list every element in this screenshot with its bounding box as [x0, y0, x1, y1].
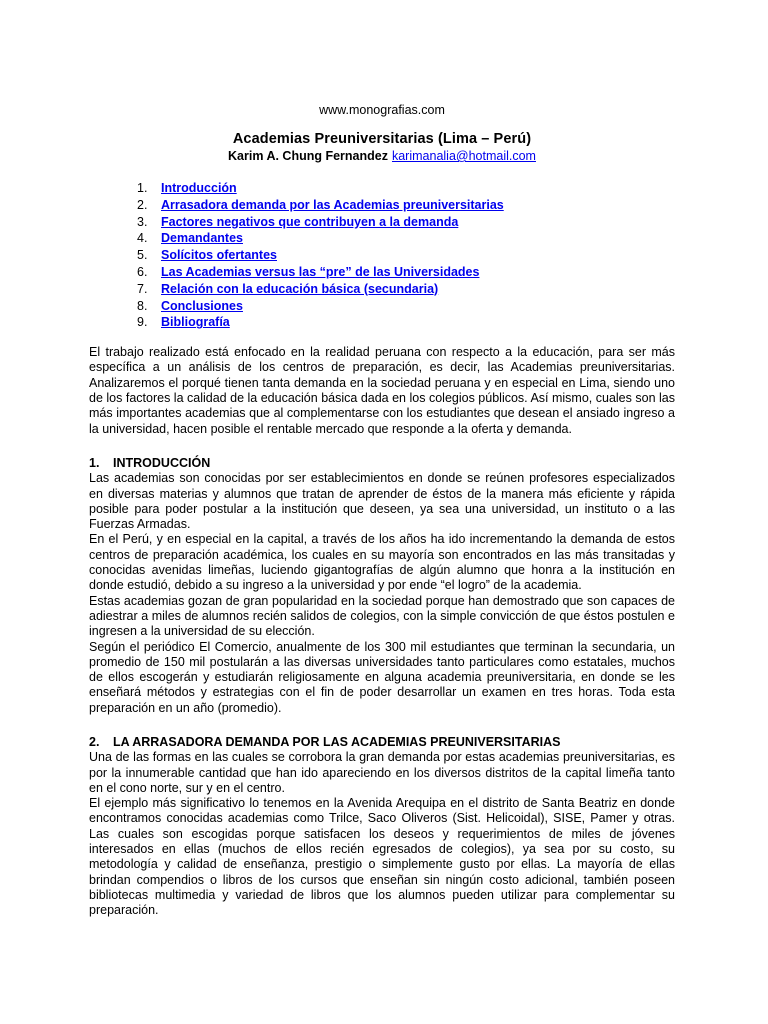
- toc-item: [89, 180, 675, 197]
- toc-number: 6.: [137, 264, 148, 279]
- author-name: Karim A. Chung Fernandez: [228, 149, 388, 163]
- toc-link-academias-versus-pre[interactable]: Las Academias versus las “pre” de las Universidades: [161, 264, 480, 279]
- table-of-contents: [89, 180, 675, 331]
- toc-link-relacion-educacion-basica[interactable]: Relación con la educación básica (secundaria): [161, 281, 439, 296]
- toc-item: [89, 298, 675, 315]
- intro-paragraph: El trabajo realizado está enfocado en la realidad peruana con respecto a la educación, para ser más específica a un análisis de los centros de preparación, es decir, las Academias preuniversitarias. Analizaremos el porqué tienen tanta demanda en la sociedad peruana y en especial en Lima, siendo uno de los factores la calidad de la educación básica dada en los colegios públicos. Así mismo, cuales son las más importantes academias que al complementarse con los estudiantes que desean el ansiado ingreso a la universidad, hacen posible el rentable mercado que responde a la oferta y demanda.: [89, 345, 675, 436]
- toc-link-arrasadora-demanda[interactable]: Arrasadora demanda por las Academias preuniversitarias: [161, 197, 504, 212]
- document-title: Academias Preuniversitarias (Lima – Perú): [232, 131, 532, 147]
- toc-item: [89, 314, 675, 331]
- toc-link-solicitos-ofertantes[interactable]: Solícitos ofertantes: [161, 248, 277, 263]
- toc-link-factores-negativos[interactable]: Factores negativos que contribuyen a la demanda: [161, 214, 459, 229]
- toc-link-conclusiones[interactable]: Conclusiones: [161, 298, 243, 313]
- toc-link-demandantes[interactable]: Demandantes: [161, 231, 243, 246]
- toc-number: 9.: [137, 315, 148, 330]
- author-line: [89, 149, 675, 164]
- toc-number: 1.: [137, 181, 148, 195]
- section-title: INTRODUCCIÓN: [113, 455, 211, 470]
- toc-item: [89, 264, 675, 281]
- body-paragraph: Estas academias gozan de gran popularidad en la sociedad porque han demostrado que son capaces de adiestrar a miles de alumnos recién salidos de colegios, con la simple convicción de que éstos postulen e ingresen a la universidad de su elección.: [89, 593, 675, 639]
- toc-item: [89, 230, 675, 247]
- toc-number: 8.: [137, 298, 148, 313]
- body-paragraph: Una de las formas en las cuales se corrobora la gran demanda por estas academias preuniversitarias, es por la innumerable cantidad que han ido apareciendo en los diversos distritos de la capital limeña tanto en el cono norte, sur y en el centro.: [89, 750, 675, 795]
- section-heading-arrasadora-demanda: [89, 735, 675, 750]
- body-paragraph: Las academias son conocidas por ser establecimientos en donde se reúnen profesores especializados en diversas materias y alumnos que tratan de aprender de éstos de la manera más eficiente y rápida posible para poder postular a la institución que deseen, ya sea una universidad, un instituto o a las Fuerzas Armadas.: [89, 471, 675, 532]
- section-heading-introduccion: [89, 456, 675, 471]
- section-number: 1.: [89, 455, 100, 470]
- toc-item: [89, 247, 675, 264]
- toc-item: [89, 281, 675, 298]
- body-paragraph: En el Perú, y en especial en la capital, a través de los años ha ido incrementando la demanda de estos centros de preparación académica, los cuales en su mayoría son encontrados en las más transitadas y conocidas avenidas limeñas, luciendo gigantografías de algún alumno que honra a la institución en donde estudió, debido a su ingreso a la universidad y por ende “el logro” de la academia.: [89, 532, 675, 593]
- toc-item: [89, 197, 675, 214]
- toc-number: 2.: [137, 197, 148, 212]
- author-email-link[interactable]: karimanalia@hotmail.com: [391, 149, 536, 163]
- document-page: [89, 103, 675, 919]
- section-number: 2.: [89, 735, 100, 749]
- toc-number: 7.: [137, 281, 148, 296]
- toc-number: 4.: [137, 231, 148, 246]
- site-url: www.monografias.com: [319, 103, 445, 117]
- toc-number: 5.: [137, 248, 148, 263]
- toc-link-bibliografia[interactable]: Bibliografía: [161, 315, 230, 330]
- section-title: LA ARRASADORA DEMANDA POR LAS ACADEMIAS PREUNIVERSITARIAS: [113, 735, 561, 749]
- toc-number: 3.: [137, 214, 148, 229]
- toc-item: [89, 214, 675, 231]
- toc-link-introduccion[interactable]: Introducción: [161, 181, 237, 195]
- body-paragraph: El ejemplo más significativo lo tenemos en la Avenida Arequipa en el distrito de Santa Beatriz en donde encontramos conocidas academias como Trilce, Saco Oliveros (Sist. Helicoidal), SISE, Pamer y otras. Las cuales son escogidas porque satisfacen los deseos y requerimientos de miles de jóvenes interesados en ellas (muchos de ellos recién egresados de colegios), ya sea por su costo, su metodología y calidad de enseñanza, prestigio o simplemente gusto por ellas. La mayoría de ellas brindan compendios o libros de los cursos que enseñan sin ningún costo adicional, también poseen bibliotecas multimedia y variedad de libros que los alumnos pueden utilizar para complementar su preparación.: [89, 796, 675, 918]
- body-paragraph: Según el periódico El Comercio, anualmente de los 300 mil estudiantes que terminan la secundaria, un promedio de 150 mil postularán a las diversas universidades tanto particulares como estatales, muchos de ellos escogerán y estudiarán religiosamente en alguna academia preuniversitaria, en donde se les enseñará métodos y estrategias con el fin de poder desarrollar un examen en tres horas. Toda esta preparación en un año (promedio).: [89, 639, 675, 715]
